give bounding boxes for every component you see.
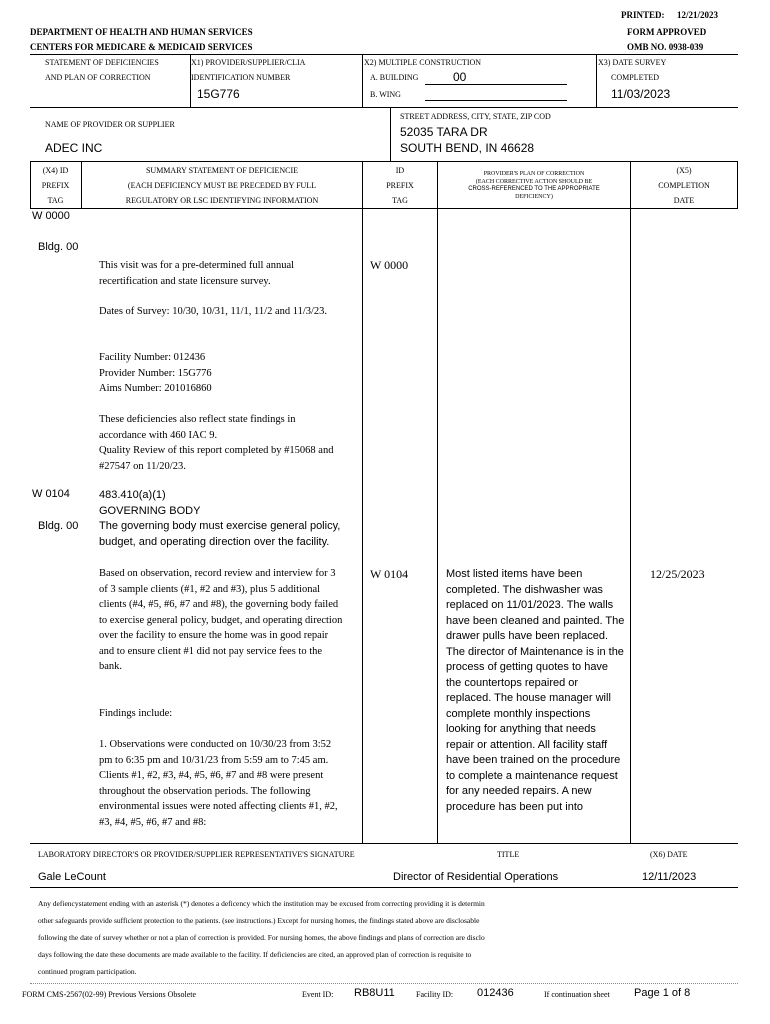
paragraph-state-findings: These deficiencies also reflect state findings in accordance with 460 IAC 9. [99,414,296,441]
regulation-title: GOVERNING BODY [99,504,201,517]
survey-completed-date: 11/03/2023 [611,87,671,101]
summary-header-1: SUMMARY STATEMENT OF DEFICIENCIE [145,166,299,175]
disclaimer-line-1: Any defiencystatement ending with an asterisk (*) denotes a deficency which the institution may be excused from correcting providing it is determin [38,899,485,908]
plan-header-1: PROVIDER'S PLAN OF CORRECTION [483,171,585,177]
summary-header-3: REGULATORY OR LSC IDENTIFYING INFORMATION [125,196,319,205]
tag-w0104-right: W 0104 [370,567,409,581]
completion-date: 12/25/2023 [650,567,705,581]
tag-w0104: W 0104 [32,488,70,500]
disclaimer-line-3: following the date of survey whether or not a plan of correction is provided. For nursing homes, the above findings and plans of correction are disclo [38,933,485,942]
printed-date: 12/21/2023 [677,10,719,20]
x1-label-2: IDENTIFICATION NUMBER [191,73,291,82]
signature-date: 12/11/2023 [642,871,697,883]
department-name: DEPARTMENT OF HEALTH AND HUMAN SERVICES [30,27,253,37]
plan-of-correction-text: Most listed items have been completed. The dishwasher was replaced on 11/01/2023. The walls have been cleaned and painted. The drawer pulls have been replaced. The director of Maintenance is in the process of getting quotes to have the countertops repaired or replaced. The house manager will complete monthly inspections looking for anything that needs repair or attention. All facility staff have been trained on the procedure to complete a maintenance request for any needed repairs. A new procedure has been put into [446,568,625,813]
x4-header-2: PREFIX [41,181,70,190]
facility-id-value: 012436 [477,987,514,999]
facility-identifiers [99,350,344,397]
x5-header-3: DATE [673,196,695,205]
paragraph-findings-include: Findings include: [99,708,173,719]
provider-name-label: NAME OF PROVIDER OR SUPPLIER [45,120,175,129]
id-header-2: PREFIX [386,181,414,190]
regulation-code: 483.410(a)(1) [99,489,166,501]
regulation-text: The governing body must exercise general policy, budget, and operating direction over the facility. [99,520,341,548]
building-tag-2: Bldg. 00 [38,520,79,532]
x1-label-1: X1) PROVIDER/SUPPLIER/CLIA [191,58,306,67]
provider-number: Provider Number: 15G776 [99,367,212,379]
signer-name: Gale LeCount [38,871,106,883]
id-header-3: TAG [392,196,408,205]
continuation-label: If continuation sheet [544,990,610,999]
event-id-value: RB8U11 [354,987,395,999]
disclaimer-line-2: other safeguards provide sufficient protection to the patients. (see instructions.) Except for nursing homes, the findings stated above are disclosable [38,916,480,925]
plan-header [438,171,630,201]
plan-header-3: CROSS-REFERENCED TO THE APPROPRIATE [468,186,600,192]
signer-title: Director of Residential Operations [393,871,559,883]
paragraph-observations: 1. Observations were conducted on 10/30/23 from 3:52 pm to 6:35 pm and 10/31/23 from 5:59 am to 7:45 am. Clients #1, #2, #3, #4, #5, #6, #7 and #8 were present throughout the observation periods. The following environmental issues were noted affecting clients #1, #2, #3, #4, #5, #6, #7 and #8: [99,739,338,828]
statement-label-2: AND PLAN OF CORRECTION [45,73,151,82]
tag-w0000: W 0000 [32,210,70,222]
wing-label: B. WING [370,90,401,99]
disclaimer-line-5: continued program participation. [38,967,137,976]
x6-date-label: (X6) DATE [650,850,688,859]
city-state-zip: SOUTH BEND, IN 46628 [400,141,535,155]
street-address-label: STREET ADDRESS, CITY, STATE, ZIP COD [400,112,551,121]
paragraph-survey-purpose: This visit was for a pre-determined full annual recertification and state licensure survey. [99,260,295,287]
form-approved: FORM APPROVED [627,27,707,37]
regulation-block [99,488,349,550]
event-id-label: Event ID: [302,990,334,999]
x4-header-3: TAG [47,196,64,205]
printed-label: PRINTED: [621,10,665,20]
title-label: TITLE [497,850,520,859]
x3-sub-label: COMPLETED [611,73,659,82]
x3-label: X3) DATE SURVEY [598,58,667,67]
signature-label: LABORATORY DIRECTOR'S OR PROVIDER/SUPPLIER REPRESENTATIVE'S SIGNATURE [38,850,355,859]
facility-number: Facility Number: 012436 [99,352,206,363]
tag-w0000-right: W 0000 [370,258,409,272]
paragraph-quality-review: Quality Review of this report completed by #15068 and #27547 on 11/20/23. [99,445,334,472]
building-tag-1: Bldg. 00 [38,241,79,253]
omb-number: OMB NO. 0938-039 [627,42,704,52]
x5-header-2: COMPLETION [658,181,710,190]
paragraph-survey-dates: Dates of Survey: 10/30, 10/31, 11/1, 11/2 and 11/3/23. [99,306,328,317]
summary-header-2: (EACH DEFICIENCY MUST BE PRECEDED BY FULL [127,181,317,190]
page-number: Page 1 of 8 [634,987,691,999]
statement-label-1: STATEMENT OF DEFICIENCIES [45,58,159,67]
x5-header-1: (X5) [676,166,692,175]
aims-number: Aims Number: 201016860 [99,383,212,394]
disclaimer [38,895,738,980]
id-header-1: ID [395,166,405,175]
paragraph-deficiency-summary: Based on observation, record review and interview for 3 of 3 sample clients (#1, #2 and #3), plus 5 additional clients (#4, #5, #6, #7 and #8), the governing body failed to exercise general policy, budget, and operating direction over the facility to ensure the home was in good repair and to ensure client #1 did not pay service fees to the bank. [99,568,343,672]
plan-header-2: (EACH CORRECTIVE ACTION SHOULD BE [475,178,593,185]
plan-header-4: DEFICIENCY) [515,193,553,200]
facility-id-label: Facility ID: [416,990,454,999]
disclaimer-line-4: days following the date these documents are made available to the facility. If deficiencies are cited, an approved plan of correction is requisite to [38,950,472,959]
building-value: 00 [453,70,467,84]
street-address: 52035 TARA DR [400,125,488,139]
building-label: A. BUILDING [370,73,419,82]
provider-id-number: 15G776 [197,87,240,101]
centers-name: CENTERS FOR MEDICARE & MEDICAID SERVICES [30,42,253,52]
x4-header-1: (X4) ID [42,166,69,175]
provider-name: ADEC INC [45,141,103,155]
form-number: FORM CMS-2567(02-99) Previous Versions Obsolete [22,990,197,999]
x2-label: X2) MULTIPLE CONSTRUCTION [364,58,482,67]
